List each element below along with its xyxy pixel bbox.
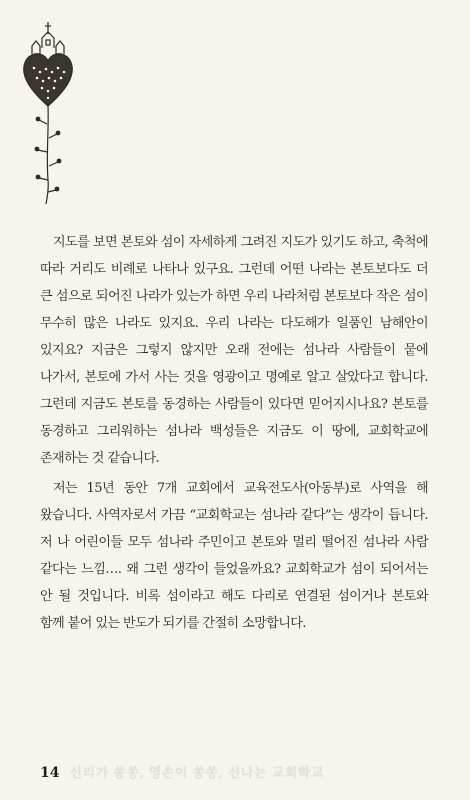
page-number: 14 — [40, 765, 60, 781]
body-text — [40, 229, 428, 637]
page-footer — [40, 762, 324, 782]
running-title: 신리가 쏭쏭, 영손이 쏭쏭, 신나는 교회학교 — [69, 766, 324, 781]
paragraph: 저는 15년 동안 7개 교회에서 교육전도사(아동부)로 사역을 해 왔습니다. 사역자로서 가끔 “교회학교는 섬나라 같다”는 생각이 듭니다. 저 나 어린이들 모두 섬나라 주민이고 본토와 멀리 떨어진 섬나라 사람 같다는 느낌…. 왜 그런 생각이 들었을까요? 교회학교가 섬이 되어서는 안 될 것입니다. 비록 섬이라고 해도 다리로 연결된 섬이거나 본토와 함께 붙어 있는 반도가 되기를 간절히 소망합니다. — [40, 481, 428, 631]
paragraph: 지도를 보면 본토와 섬이 자세하게 그려진 지도가 있기도 하고, 축척에 따라 거리도 비례로 나타나 있구요. 그런데 어떤 나라는 본토보다도 더 큰 섬으로 되어진 나라가 있는가 하면 우리 나라처럼 본토보다 작은 섬이 무수히 많은 나라도 있지요. 우리 나라는 다도해가 일품인 남해안이 있지요? 지금은 그렇지 않지만 오래 전에는 섬나라 사람들이 뭍에 나가서, 본토에 가서 사는 것을 영광이고 명예로 알고 살았다고 합니다. 그런데 지금도 본토를 동경하는 사람들이 있다면 믿어지시나요? 본토를 동경하고 그리워하는 섬나라 백성들은 지금도 이 땅에, 교회학교에 존재하는 것 같습니다. — [40, 235, 428, 466]
heart-chapel-vine-icon — [18, 20, 78, 205]
